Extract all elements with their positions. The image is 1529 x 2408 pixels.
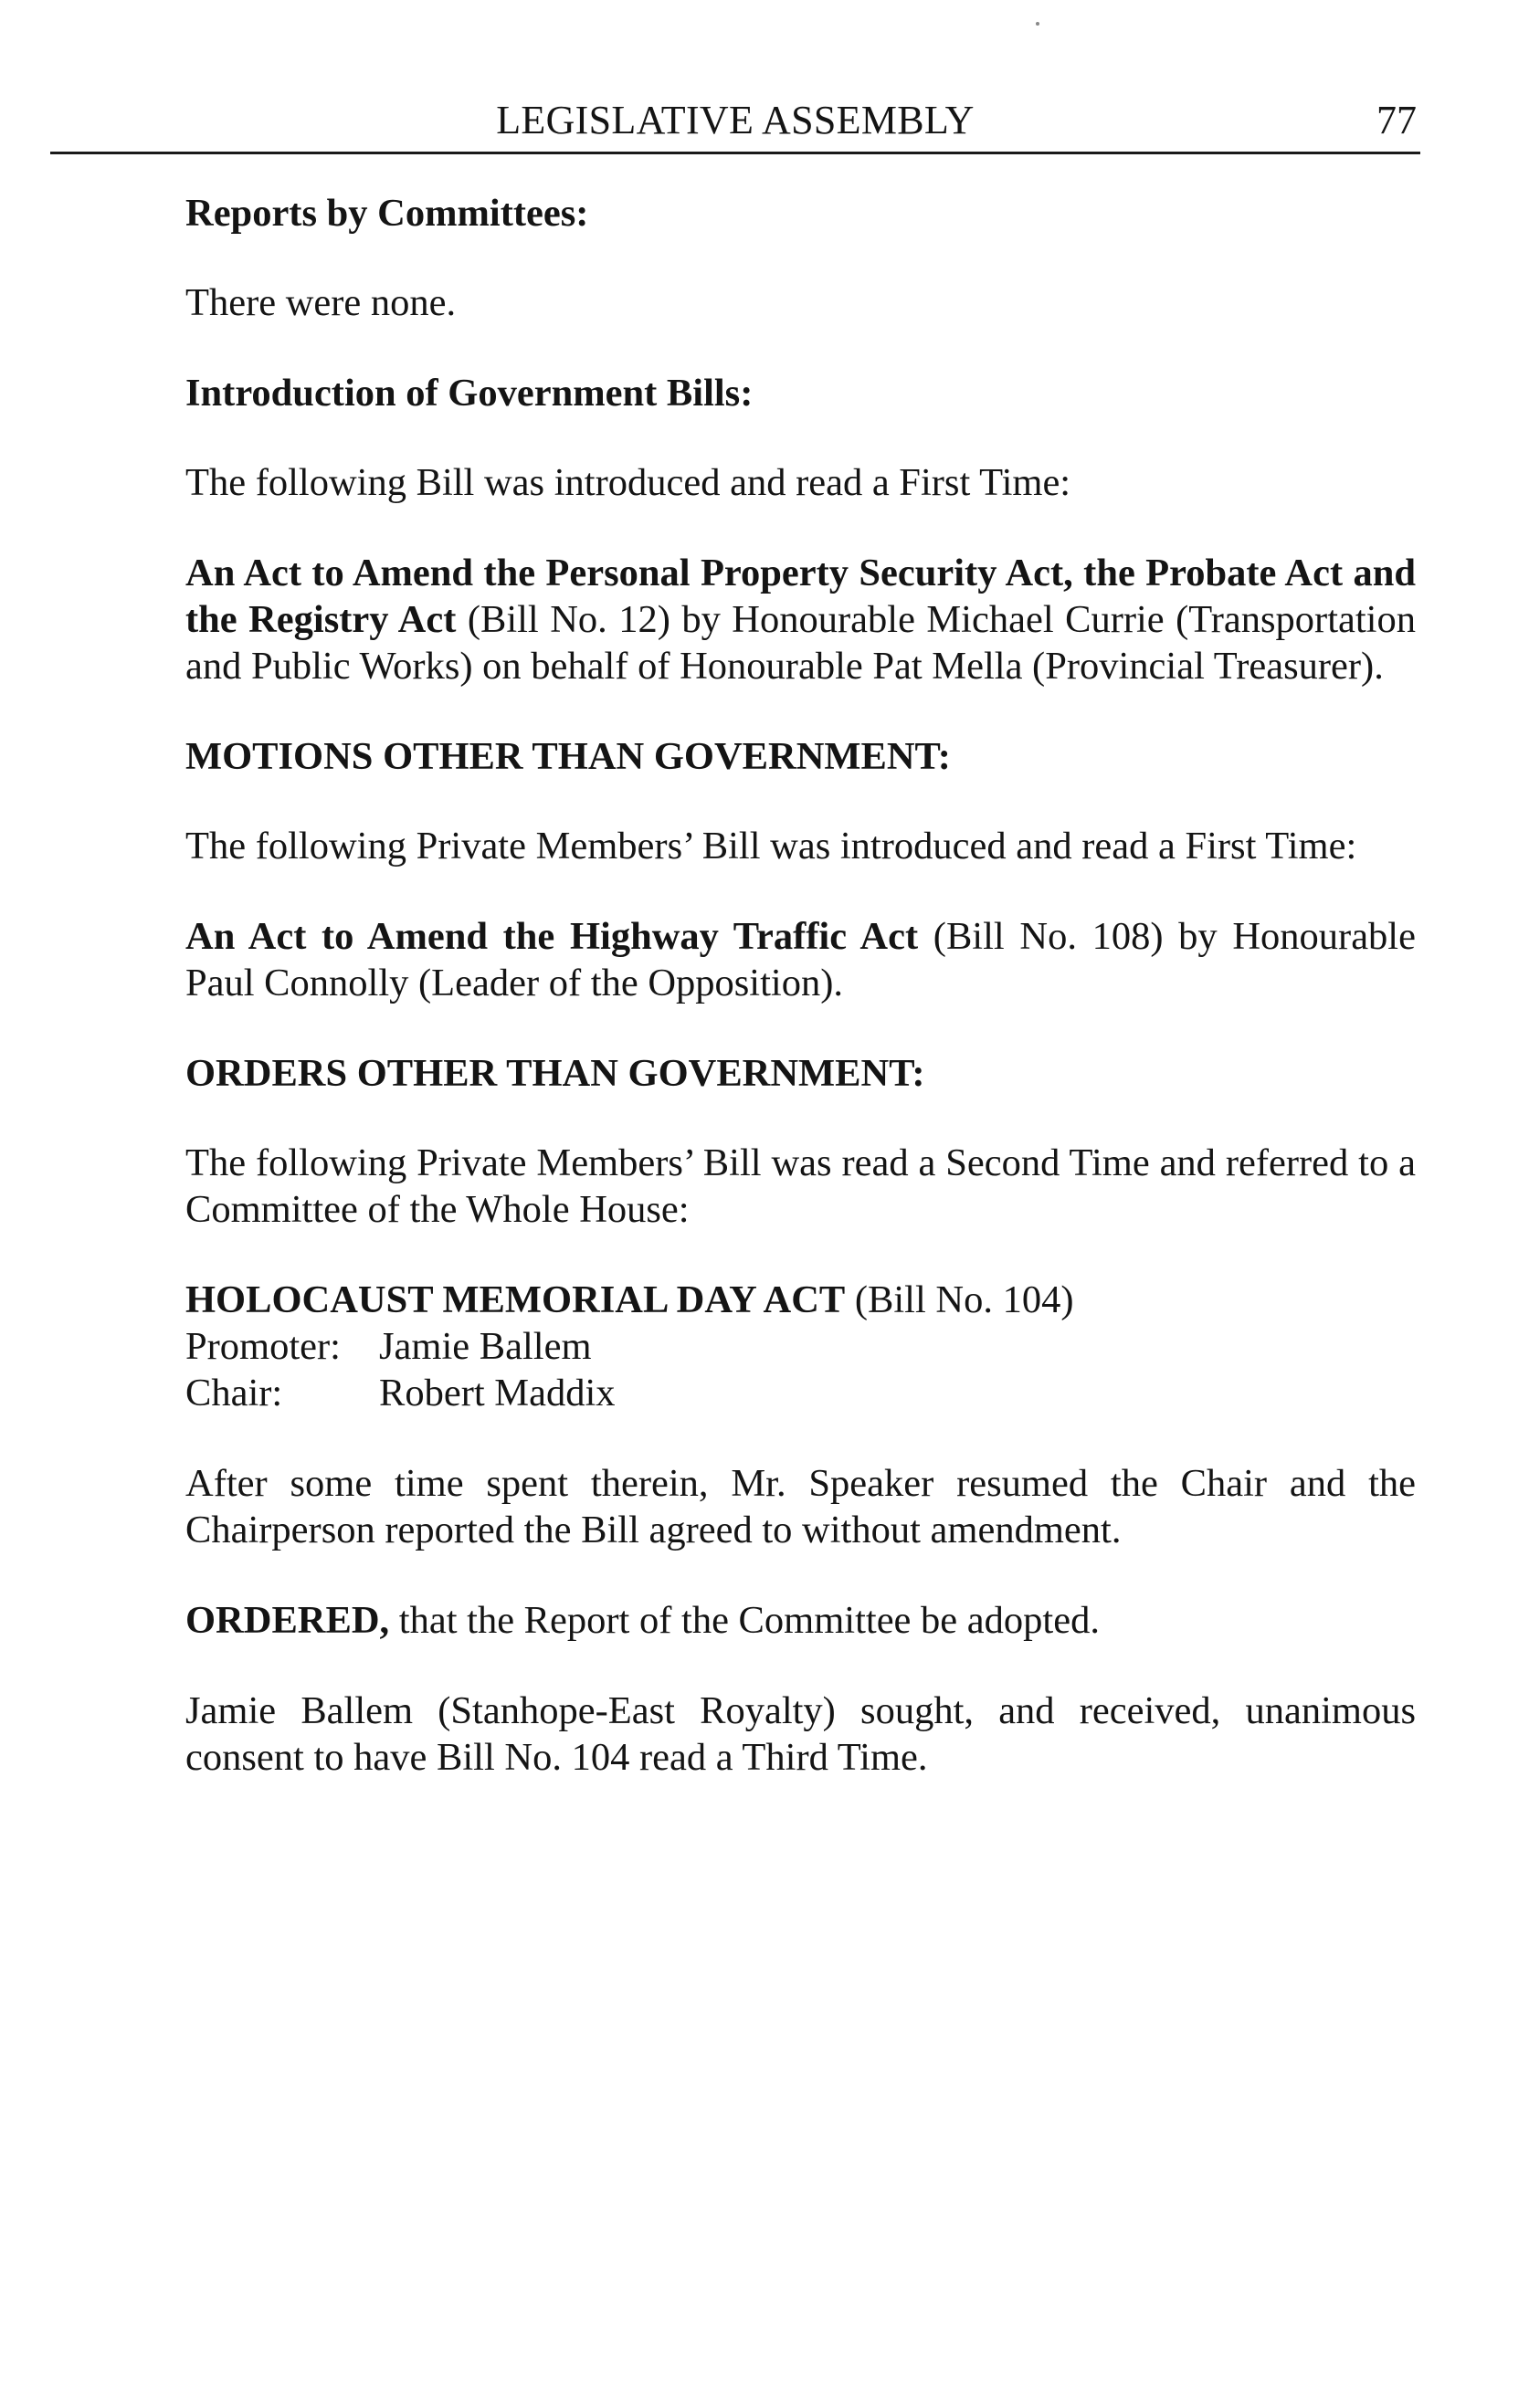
gov-bill-details: (Bill No. 12) by Honourable Michael Currie (Transportation and Public Works) on behalf of Honourable Pat Mella (Provincial Treasurer). <box>185 598 1416 688</box>
orders-bill-block <box>185 1277 1416 1416</box>
after-committee-text: After some time spent therein, Mr. Speaker resumed the Chair and the Chairperson reported the Bill agreed to without amendment. <box>185 1462 1416 1551</box>
gov-bills-intro: The following Bill was introduced and read a First Time: <box>185 461 1071 504</box>
running-title: LEGISLATIVE ASSEMBLY <box>496 98 975 142</box>
page-header <box>50 95 1420 154</box>
consent-text: Jamie Ballem (Stanhope-East Royalty) sought, and received, unanimous consent to have Bill No. 104 read a Third Time. <box>185 1689 1416 1779</box>
orders-heading: ORDERS OTHER THAN GOVERNMENT: <box>185 1052 925 1095</box>
reports-text: There were none. <box>185 281 457 324</box>
ordered-label: ORDERED, <box>185 1599 390 1642</box>
gov-bills-heading: Introduction of Government Bills: <box>185 372 754 415</box>
orders-bill-title: HOLOCAUST MEMORIAL DAY ACT <box>185 1278 846 1321</box>
body-content <box>185 190 1416 1824</box>
orders-bill-entry <box>185 1277 1416 1323</box>
motions-bill-title: An Act to Amend the Highway Traffic Act <box>185 915 919 958</box>
page-number: 77 <box>1376 98 1417 142</box>
ordered-text: that the Report of the Committee be adopted. <box>389 1599 1100 1642</box>
chair-row <box>185 1370 1416 1416</box>
chair-value: Robert Maddix <box>379 1372 616 1414</box>
chair-label: Chair: <box>185 1372 283 1414</box>
ordered-entry <box>185 1597 1416 1644</box>
scan-speck <box>1036 22 1039 26</box>
motions-intro: The following Private Members’ Bill was introduced and read a First Time: <box>185 825 1357 868</box>
promoter-row <box>185 1323 1416 1370</box>
promoter-label: Promoter: <box>185 1325 341 1368</box>
gov-bill-title: An Act to Amend the Personal Property Security Act, the Probate Act and the Registry Act <box>185 552 1416 641</box>
orders-intro: The following Private Members’ Bill was read a Second Time and referred to a Committee of the Whole House: <box>185 1141 1416 1231</box>
promoter-value: Jamie Ballem <box>379 1325 592 1368</box>
motions-bill-details: (Bill No. 108) by Honourable Paul Connolly (Leader of the Opposition). <box>185 915 1416 1004</box>
gov-bill-entry <box>185 550 1416 689</box>
motions-bill-entry <box>185 913 1416 1006</box>
reports-heading: Reports by Committees: <box>185 192 589 235</box>
orders-bill-details: (Bill No. 104) <box>845 1278 1074 1321</box>
motions-heading: MOTIONS OTHER THAN GOVERNMENT: <box>185 735 951 778</box>
